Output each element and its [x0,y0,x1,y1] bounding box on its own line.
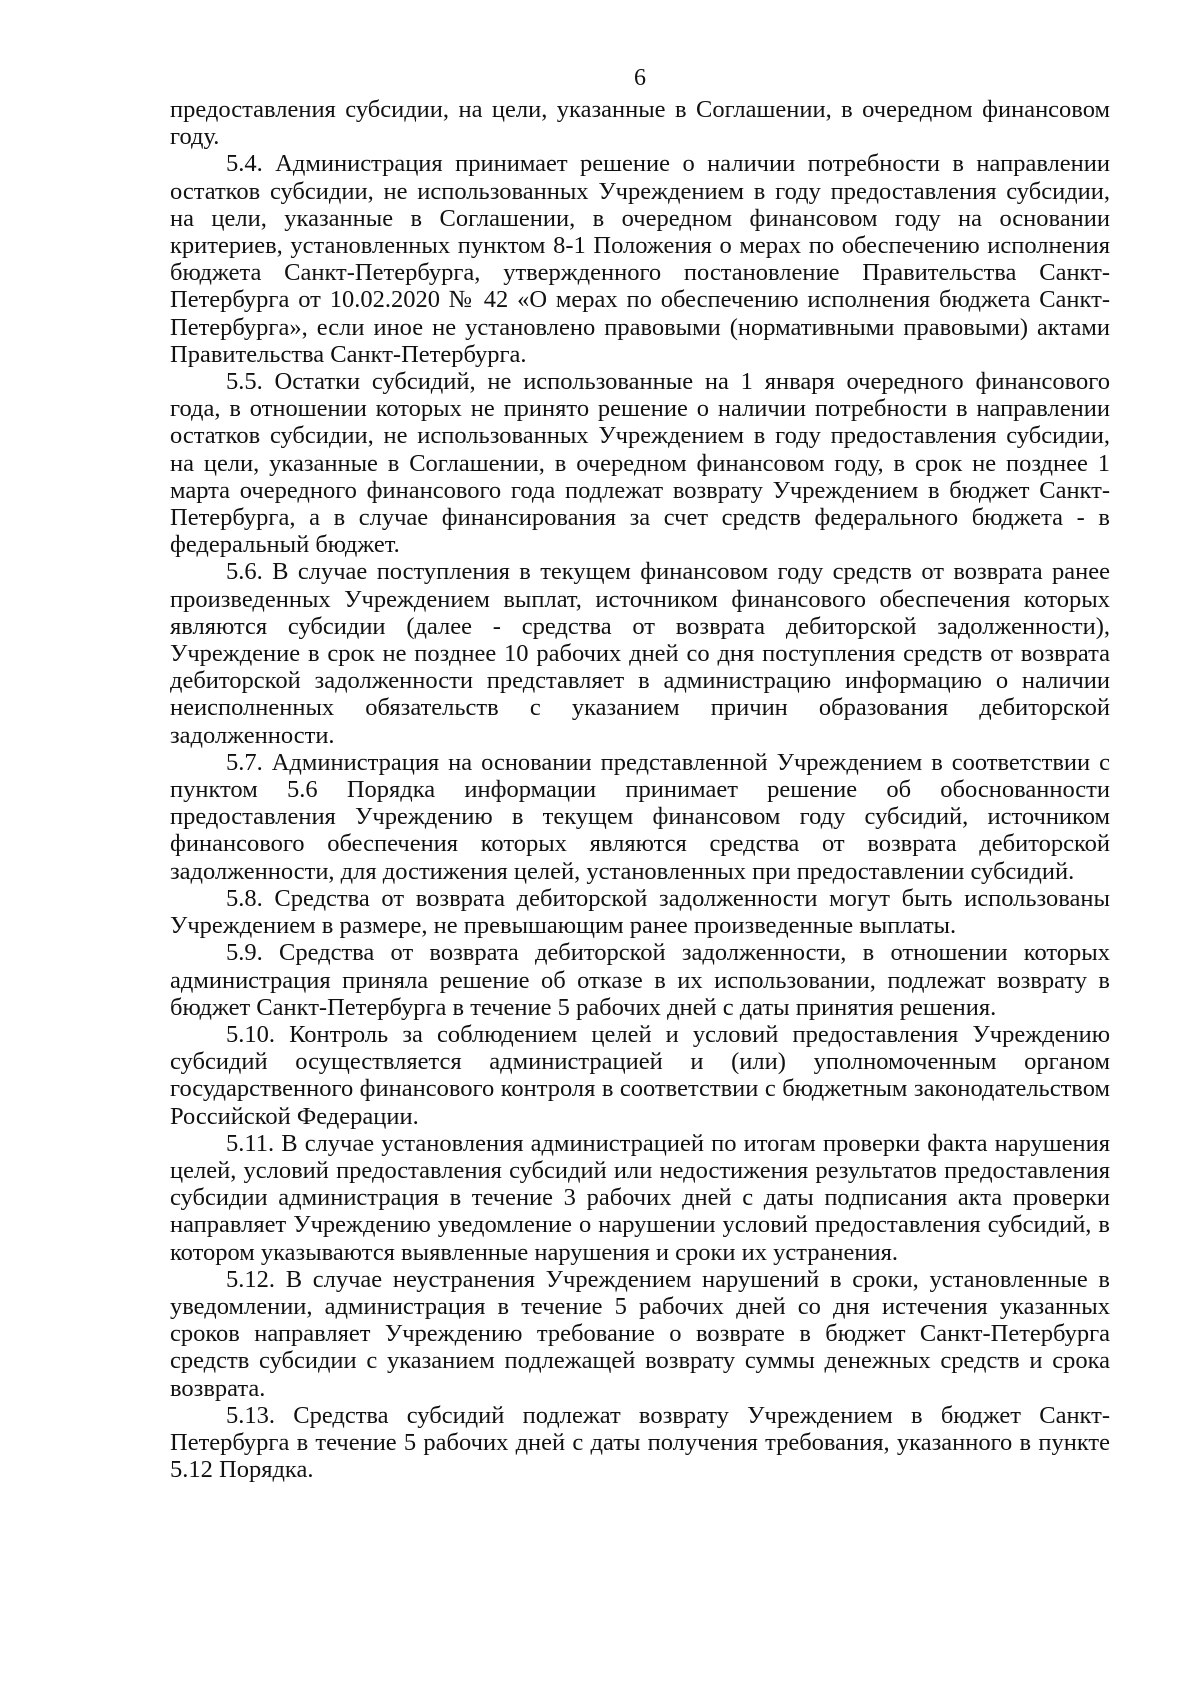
paragraph-5-9: 5.9. Средства от возврата дебиторской задолженности, в отношении которых администрация приняла решение об отказе в их использовании, подлежат возврату в бюджет Санкт-Петербурга в течение 5 рабочих дней с даты принятия решения. [170,939,1110,1021]
paragraph-5-4: 5.4. Администрация принимает решение о наличии потребности в направлении остатков субсидии, не использованных Учреждением в году предоставления субсидии, на цели, указанные в Соглашении, в очередном финансовом году на основании критериев, установленных пунктом 8-1 Положения о мерах по обеспечению исполнения бюджета Санкт-Петербурга, утвержденного постановление Правительства Санкт-Петербурга от 10.02.2020 № 42 «О мерах по обеспечению исполнения бюджета Санкт-Петербурга», если иное не установлено правовыми (нормативными правовыми) актами Правительства Санкт-Петербурга. [170,150,1110,368]
paragraph-5-8: 5.8. Средства от возврата дебиторской задолженности могут быть использованы Учреждением в размере, не превышающим ранее произведенные выплаты. [170,884,1110,940]
paragraph-5-11: 5.11. В случае установления администрацией по итогам проверки факта нарушения целей, условий предоставления субсидий или недостижения результатов предоставления субсидии администрация в течение 3 рабочих дней с даты подписания акта проверки направляет Учреждению уведомление о нарушении условий предоставления субсидий, в котором указываются выявленные нарушения и сроки их устранения. [170,1129,1110,1266]
page-number: 6 [634,65,646,91]
paragraph-5-5: 5.5. Остатки субсидий, не использованные на 1 января очередного финансового года, в отношении которых не принято решение о наличии потребности в направлении остатков субсидии, не использованных Учреждением в году предоставления субсидии, на цели, указанные в Соглашении, в очередном финансовом году, в срок не позднее 1 марта очередного финансового года подлежат возврату Учреждением в бюджет Санкт-Петербурга, а в случае финансирования за счет средств федерального бюджета - в федеральный бюджет. [170,368,1110,559]
paragraph-5-12: 5.12. В случае неустранения Учреждением нарушений в сроки, установленные в уведомлении, администрация в течение 5 рабочих дней со дня истечения указанных сроков направляет Учреждению требование о возврате в бюджет Санкт-Петербурга средств субсидии с указанием подлежащей возврату суммы денежных средств и срока возврата. [170,1265,1110,1402]
paragraph-5-10: 5.10. Контроль за соблюдением целей и условий предоставления Учреждению субсидий осуществляется администрацией и (или) уполномоченным органом государственного финансового контроля в соответствии с бюджетным законодательством Российской Федерации. [170,1020,1110,1130]
document-body [170,96,1110,1483]
paragraph-5-6: 5.6. В случае поступления в текущем финансовом году средств от возврата ранее произведенных Учреждением выплат, источником финансового обеспечения которых являются субсидии (далее - средства от возврата дебиторской задолженности), Учреждение в срок не позднее 10 рабочих дней со дня поступления средств от возврата дебиторской задолженности представляет в администрацию информацию о наличии неисполненных обязательств с указанием причин образования дебиторской задолженности. [170,558,1110,749]
paragraph-5-7: 5.7. Администрация на основании представленной Учреждением в соответствии с пунктом 5.6 Порядка информации принимает решение об обоснованности предоставления Учреждению в текущем финансовом году субсидий, источником финансового обеспечения которых являются средства от возврата дебиторской задолженности, для достижения целей, установленных при предоставлении субсидий. [170,748,1110,885]
paragraph-5-13: 5.13. Средства субсидий подлежат возврату Учреждением в бюджет Санкт-Петербурга в течение 5 рабочих дней с даты получения требования, указанного в пункте 5.12 Порядка. [170,1401,1110,1484]
paragraph-continuation: предоставления субсидии, на цели, указанные в Соглашении, в очередном финансовом году. [170,96,1110,151]
